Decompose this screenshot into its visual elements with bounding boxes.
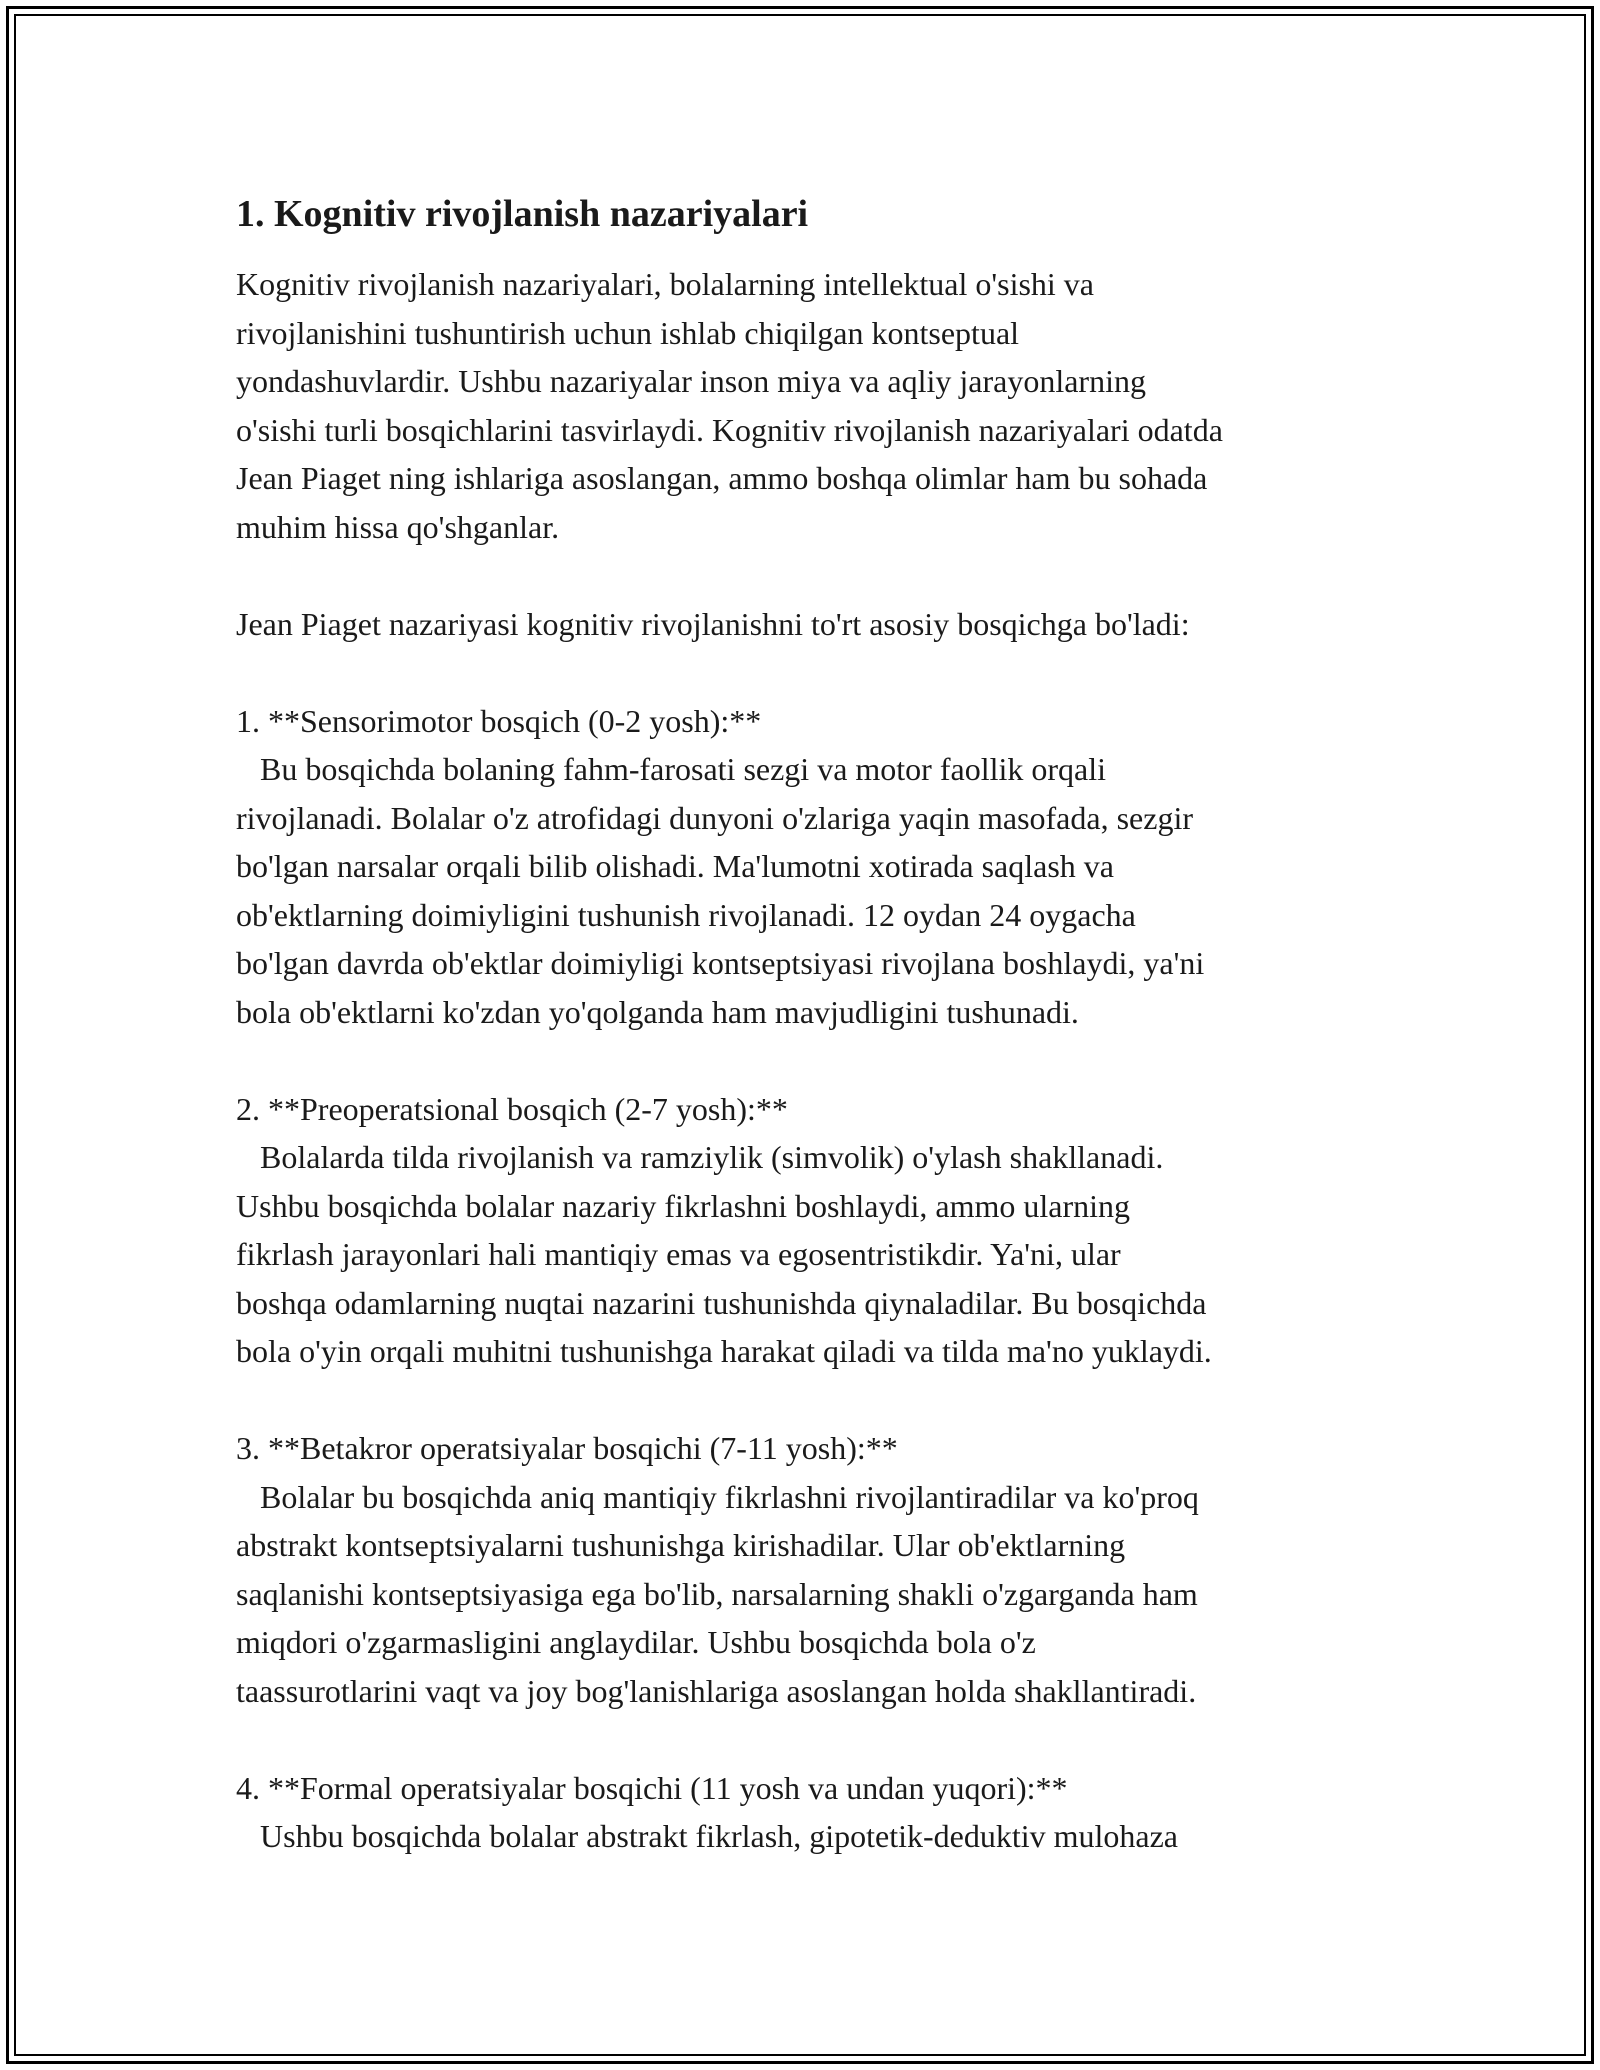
body-text: Kognitiv rivojlanish nazariyalari, bolalarning intellektual o'sishi va rivojlanishini tushuntirish uchun ishlab chiqilgan kontseptual yondashuvlardir. Ushbu nazariyalar inson miya va aqliy jarayonlarning o'sishi turli bosqichlarini tasvirlaydi. Kognitiv rivojlanish nazariyalari odatda Jean Piaget ning ishlariga asoslangan, ammo boshqa olimlar ham bu sohada muhim hissa qo'shganlar. Jean Piaget nazariyasi kognitiv rivojlanishni to'rt asosiy bosqichga bo'ladi: 1. **Sensorimotor bosqich (0-2 yosh):** Bu bosqichda bolaning fahm-farosati sezgi va motor faollik orqali rivojlanadi. Bolalar o'z atrofidagi dunyoni o'zlariga yaqin masofada, sezgir bo'lgan narsalar orqali bilib olishadi. Ma'lumotni xotirada saqlash va ob'ektlarning doimiyligini tushunish rivojlanadi. 12 oydan 24 oygacha bo'lgan davrda ob'ektlar doimiyligi kontseptsiyasi rivojlana boshlaydi, ya'ni bola ob'ektlarni ko'zdan yo'qolganda ham mavjudligini tushunadi. 2. **Preoperatsional bosqich (2-7 yosh):** Bolalarda tilda rivojlanish va ramziylik (simvolik) o'ylash shakllanadi. Ushbu bosqichda bolalar nazariy fikrlashni boshlaydi, ammo ularning fikrlash jarayonlari hali mantiqiy emas va egosentristikdir. Ya'ni, ular boshqa odamlarning nuqtai nazarini tushunishda qiynaladilar. Bu bosqichda bola o'yin orqali muhitni tushunishga harakat qiladi va tilda ma'no yuklaydi. 3. **Betakror operatsiyalar bosqichi (7-11 yosh):** Bolalar bu bosqichda aniq mantiqiy fikrlashni rivojlantiradilar va ko'proq abstrakt kontseptsiyalarni tushunishga kirishadilar. Ular ob'ektlarning saqlanishi kontseptsiyasiga ega bo'lib, narsalarning shakli o'zgarganda ham miqdori o'zgarmasligini anglaydilar. Ushbu bosqichda bola o'z taassurotlarini vaqt va joy bog'lanishlariga asoslangan holda shakllantiradi. 4. **Formal operatsiyalar bosqichi (11 yosh va undan yuqori):** Ushbu bosqichda bolalar abstrakt fikrlash, gipotetik-deduktiv mulohaza: [236, 266, 1223, 1854]
document-content: [236, 188, 1386, 1861]
section-heading: 1. Kognitiv rivojlanish nazariyalari: [236, 193, 809, 235]
